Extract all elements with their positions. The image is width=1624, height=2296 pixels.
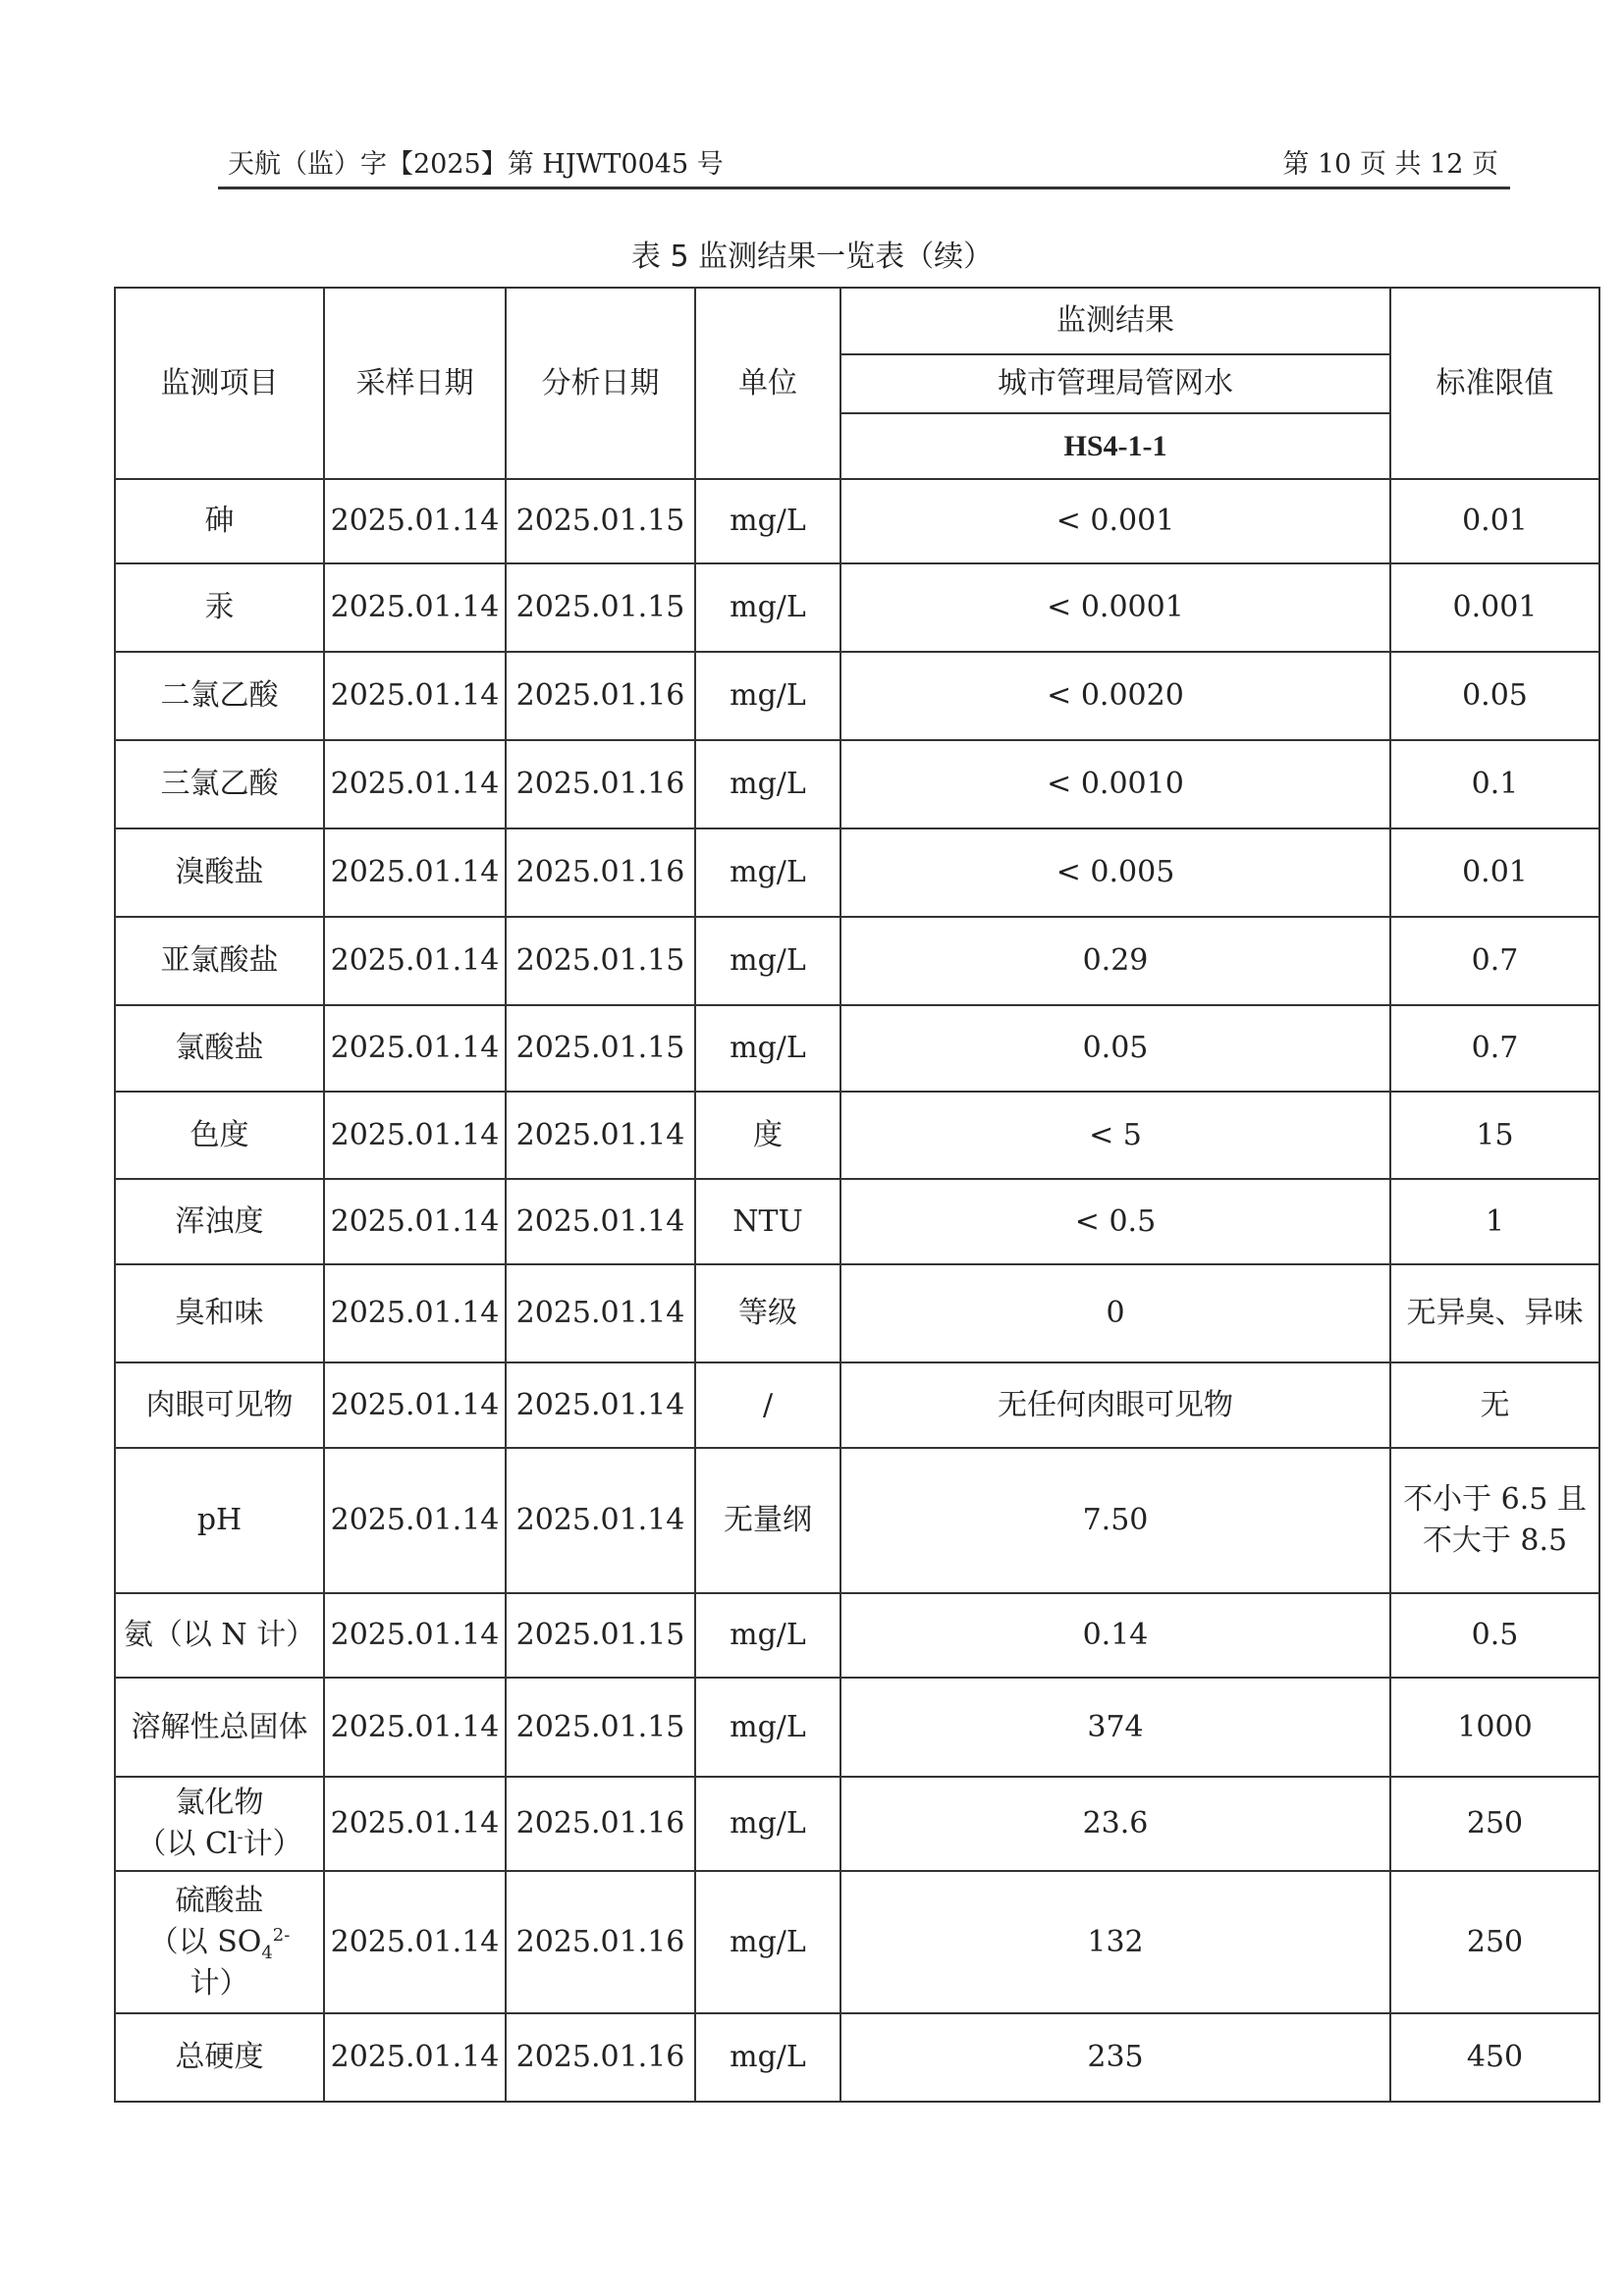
header-site: 城市管理局管网水 bbox=[840, 354, 1390, 413]
cell-item bbox=[115, 1448, 324, 1593]
item-name: 氯酸盐 bbox=[175, 1031, 264, 1065]
item-name: 三氯乙酸 bbox=[160, 767, 279, 801]
cell-result: < 0.005 bbox=[840, 828, 1390, 917]
cell-analysis-date: 2025.01.16 bbox=[506, 2013, 695, 2102]
cell-result: < 0.0001 bbox=[840, 563, 1390, 652]
table-row bbox=[115, 652, 1599, 740]
table-row bbox=[115, 1448, 1599, 1593]
cell-item bbox=[115, 1092, 324, 1179]
cell-result: 132 bbox=[840, 1871, 1390, 2013]
cell-result: 0.14 bbox=[840, 1593, 1390, 1678]
cell-sample-date: 2025.01.14 bbox=[324, 917, 506, 1005]
item-name: 肉眼可见物 bbox=[145, 1387, 294, 1422]
cell-limit: 1000 bbox=[1390, 1678, 1599, 1777]
table-row bbox=[115, 1264, 1599, 1362]
cell-unit: 度 bbox=[695, 1092, 840, 1179]
cell-unit: mg/L bbox=[695, 1871, 840, 2013]
cell-limit: 0.1 bbox=[1390, 740, 1599, 828]
cell-analysis-date: 2025.01.15 bbox=[506, 563, 695, 652]
table-row bbox=[115, 1362, 1599, 1448]
table-row bbox=[115, 740, 1599, 828]
cell-limit: 无异臭、异味 bbox=[1390, 1264, 1599, 1362]
cell-limit: 250 bbox=[1390, 1871, 1599, 2013]
cell-sample-date: 2025.01.14 bbox=[324, 1005, 506, 1092]
cell-item bbox=[115, 740, 324, 828]
cell-unit: mg/L bbox=[695, 1777, 840, 1871]
cell-limit: 不小于 6.5 且不大于 8.5 bbox=[1390, 1448, 1599, 1593]
cell-result: < 0.5 bbox=[840, 1179, 1390, 1264]
cell-analysis-date: 2025.01.16 bbox=[506, 828, 695, 917]
table-row bbox=[115, 563, 1599, 652]
table-row bbox=[115, 2013, 1599, 2102]
cell-limit: 1 bbox=[1390, 1179, 1599, 1264]
table-row bbox=[115, 917, 1599, 1005]
cell-unit: mg/L bbox=[695, 563, 840, 652]
table-row bbox=[115, 1777, 1599, 1871]
cell-analysis-date: 2025.01.16 bbox=[506, 740, 695, 828]
cell-item bbox=[115, 1362, 324, 1448]
cell-sample-date: 2025.01.14 bbox=[324, 1362, 506, 1448]
header-limit: 标准限值 bbox=[1390, 288, 1599, 479]
table-row bbox=[115, 1593, 1599, 1678]
item-name: 亚氯酸盐 bbox=[160, 943, 279, 978]
cell-analysis-date: 2025.01.15 bbox=[506, 1678, 695, 1777]
cell-sample-date: 2025.01.14 bbox=[324, 1871, 506, 2013]
item-name: 臭和味 bbox=[175, 1296, 264, 1330]
cell-sample-date: 2025.01.14 bbox=[324, 1179, 506, 1264]
cell-analysis-date: 2025.01.16 bbox=[506, 1777, 695, 1871]
table-title: 表 5 监测结果一览表（续） bbox=[630, 240, 994, 274]
cell-sample-date: 2025.01.14 bbox=[324, 1593, 506, 1678]
cell-analysis-date: 2025.01.15 bbox=[506, 479, 695, 563]
cell-unit: 等级 bbox=[695, 1264, 840, 1362]
cell-item bbox=[115, 1777, 324, 1871]
header-analysis-date: 分析日期 bbox=[506, 288, 695, 479]
cell-item bbox=[115, 652, 324, 740]
table-row bbox=[115, 1179, 1599, 1264]
cell-analysis-date: 2025.01.16 bbox=[506, 652, 695, 740]
item-note: 2- bbox=[272, 1924, 291, 1946]
cell-item bbox=[115, 1179, 324, 1264]
cell-result: 0.05 bbox=[840, 1005, 1390, 1092]
cell-item bbox=[115, 917, 324, 1005]
cell-unit: mg/L bbox=[695, 1593, 840, 1678]
cell-unit: 无量纲 bbox=[695, 1448, 840, 1593]
cell-item bbox=[115, 1264, 324, 1362]
cell-result: 23.6 bbox=[840, 1777, 1390, 1871]
cell-sample-date: 2025.01.14 bbox=[324, 2013, 506, 2102]
header-unit: 单位 bbox=[695, 288, 840, 479]
cell-sample-date: 2025.01.14 bbox=[324, 1678, 506, 1777]
item-name: 总硬度 bbox=[175, 2040, 264, 2074]
cell-unit: mg/L bbox=[695, 479, 840, 563]
item-name: 溴酸盐 bbox=[175, 855, 264, 889]
cell-limit: 无 bbox=[1390, 1362, 1599, 1448]
item-name: 汞 bbox=[204, 590, 235, 624]
cell-result: 235 bbox=[840, 2013, 1390, 2102]
cell-item bbox=[115, 1005, 324, 1092]
item-name: 浑浊度 bbox=[175, 1203, 264, 1239]
cell-result: < 0.0020 bbox=[840, 652, 1390, 740]
item-name: 溶解性总固体 bbox=[131, 1709, 308, 1744]
cell-unit: mg/L bbox=[695, 2013, 840, 2102]
item-name: 二氯乙酸 bbox=[160, 678, 279, 713]
item-note: 计） bbox=[189, 1965, 249, 2001]
cell-sample-date: 2025.01.14 bbox=[324, 828, 506, 917]
document-number: 天航（监）字【2025】第 HJWT0045 号 bbox=[228, 149, 724, 180]
item-name: pH bbox=[196, 1503, 243, 1537]
cell-limit: 0.7 bbox=[1390, 917, 1599, 1005]
item-name: 氯化物 bbox=[175, 1786, 264, 1820]
header-divider bbox=[218, 187, 1510, 189]
cell-sample-date: 2025.01.14 bbox=[324, 563, 506, 652]
cell-item bbox=[115, 1871, 324, 2013]
cell-analysis-date: 2025.01.14 bbox=[506, 1362, 695, 1448]
item-note: - bbox=[237, 1827, 244, 1847]
cell-limit: 0.01 bbox=[1390, 479, 1599, 563]
header-sample-date: 采样日期 bbox=[324, 288, 506, 479]
cell-result: 0.29 bbox=[840, 917, 1390, 1005]
cell-limit: 0.001 bbox=[1390, 563, 1599, 652]
cell-analysis-date: 2025.01.14 bbox=[506, 1448, 695, 1593]
cell-analysis-date: 2025.01.14 bbox=[506, 1179, 695, 1264]
cell-analysis-date: 2025.01.16 bbox=[506, 1871, 695, 2013]
cell-limit: 250 bbox=[1390, 1777, 1599, 1871]
cell-item bbox=[115, 1678, 324, 1777]
cell-sample-date: 2025.01.14 bbox=[324, 1264, 506, 1362]
cell-sample-date: 2025.01.14 bbox=[324, 479, 506, 563]
header-sample-id: HS4-1-1 bbox=[840, 413, 1390, 479]
cell-unit: NTU bbox=[695, 1179, 840, 1264]
table-row bbox=[115, 1092, 1599, 1179]
cell-item bbox=[115, 563, 324, 652]
cell-sample-date: 2025.01.14 bbox=[324, 740, 506, 828]
cell-unit: mg/L bbox=[695, 828, 840, 917]
cell-item bbox=[115, 479, 324, 563]
cell-limit: 450 bbox=[1390, 2013, 1599, 2102]
item-name: 硫酸盐 bbox=[175, 1883, 264, 1918]
item-note: （以 Cl bbox=[136, 1827, 238, 1861]
cell-result: < 0.0010 bbox=[840, 740, 1390, 828]
header-results: 监测结果 bbox=[840, 288, 1390, 354]
cell-analysis-date: 2025.01.14 bbox=[506, 1092, 695, 1179]
cell-limit: 0.05 bbox=[1390, 652, 1599, 740]
cell-analysis-date: 2025.01.15 bbox=[506, 917, 695, 1005]
item-note: 4 bbox=[261, 1942, 273, 1963]
cell-sample-date: 2025.01.14 bbox=[324, 652, 506, 740]
item-name: 色度 bbox=[189, 1117, 249, 1152]
cell-unit: mg/L bbox=[695, 652, 840, 740]
cell-limit: 15 bbox=[1390, 1092, 1599, 1179]
cell-result: 0 bbox=[840, 1264, 1390, 1362]
cell-result: 374 bbox=[840, 1678, 1390, 1777]
cell-sample-date: 2025.01.14 bbox=[324, 1777, 506, 1871]
cell-unit: mg/L bbox=[695, 1678, 840, 1777]
header-item: 监测项目 bbox=[115, 288, 324, 479]
cell-result: < 5 bbox=[840, 1092, 1390, 1179]
table-row bbox=[115, 828, 1599, 917]
item-note: （以 SO bbox=[148, 1924, 262, 1959]
cell-limit: 0.7 bbox=[1390, 1005, 1599, 1092]
cell-item bbox=[115, 1593, 324, 1678]
cell-result: 7.50 bbox=[840, 1448, 1390, 1593]
results-table bbox=[114, 287, 1600, 2103]
table-row bbox=[115, 1871, 1599, 2013]
item-note: 计） bbox=[243, 1827, 302, 1861]
cell-analysis-date: 2025.01.15 bbox=[506, 1005, 695, 1092]
cell-item bbox=[115, 2013, 324, 2102]
cell-analysis-date: 2025.01.15 bbox=[506, 1593, 695, 1678]
cell-unit: mg/L bbox=[695, 740, 840, 828]
table-row bbox=[115, 1678, 1599, 1777]
cell-limit: 0.01 bbox=[1390, 828, 1599, 917]
cell-analysis-date: 2025.01.14 bbox=[506, 1264, 695, 1362]
cell-sample-date: 2025.01.14 bbox=[324, 1092, 506, 1179]
cell-limit: 0.5 bbox=[1390, 1593, 1599, 1678]
table-row bbox=[115, 479, 1599, 563]
cell-result: 无任何肉眼可见物 bbox=[840, 1362, 1390, 1448]
cell-unit: / bbox=[695, 1362, 840, 1448]
cell-item bbox=[115, 828, 324, 917]
cell-result: < 0.001 bbox=[840, 479, 1390, 563]
item-name: 氨（以 N 计） bbox=[123, 1618, 316, 1652]
cell-unit: mg/L bbox=[695, 917, 840, 1005]
cell-unit: mg/L bbox=[695, 1005, 840, 1092]
item-name: 砷 bbox=[204, 504, 235, 538]
page-info: 第 10 页 共 12 页 bbox=[1282, 149, 1498, 180]
table-row bbox=[115, 1005, 1599, 1092]
cell-sample-date: 2025.01.14 bbox=[324, 1448, 506, 1593]
